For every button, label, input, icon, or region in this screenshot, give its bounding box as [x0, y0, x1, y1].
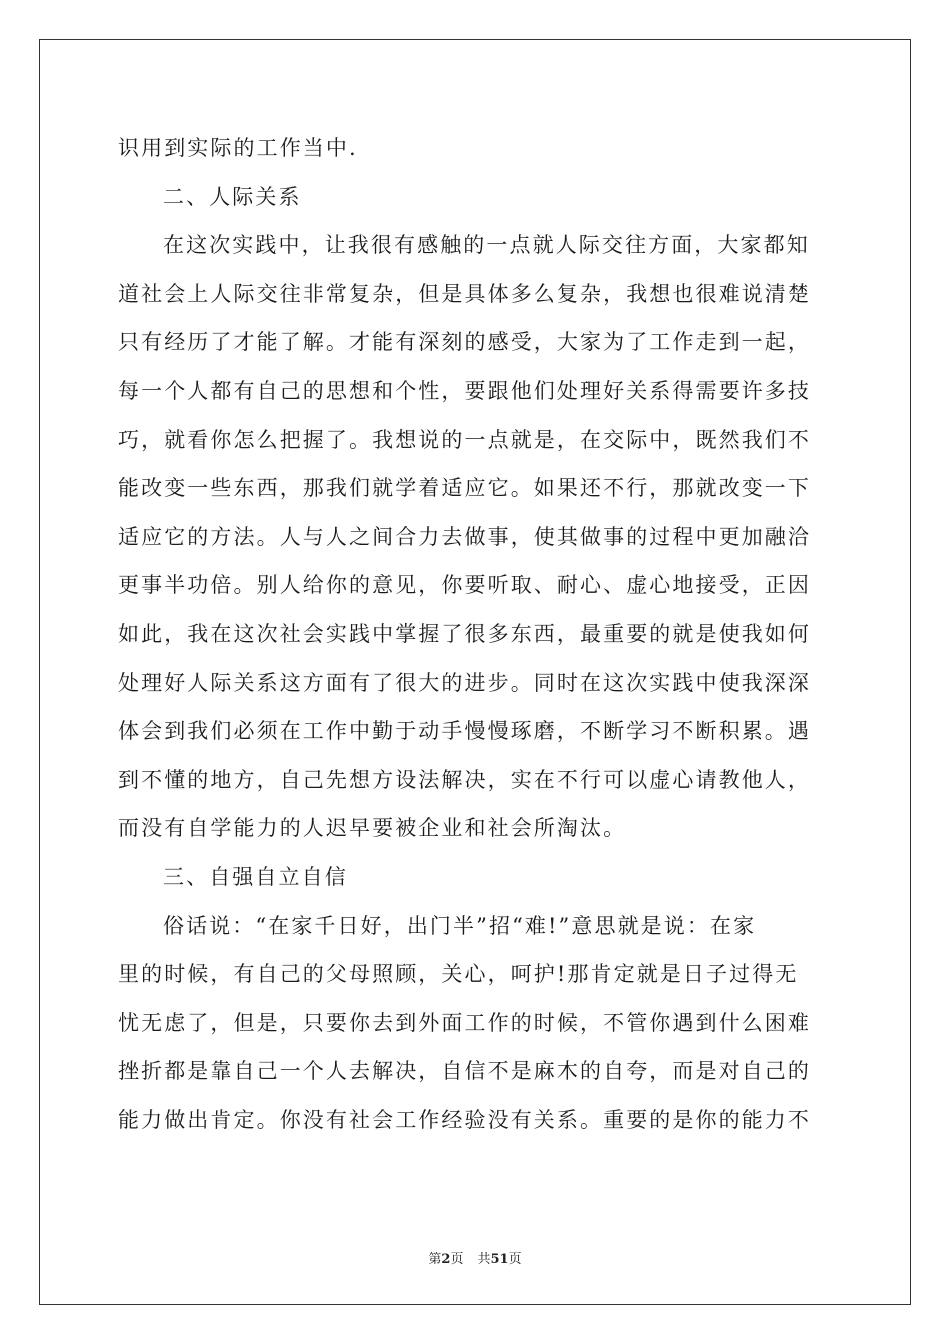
total-pages: 51 — [490, 1252, 509, 1267]
paragraph-line: 如此，我在这次社会实践中掌握了很多东西，最重要的就是使我如何 — [118, 621, 811, 646]
paragraph-line: 处理好人际关系这方面有了很大的进步。同时在这次实践中使我深深 — [118, 670, 811, 695]
paragraph-line: 道社会上人际交往非常复杂，但是具体多么复杂，我想也很难说清楚 — [118, 281, 811, 306]
paragraph-line: 能力做出肯定。你没有社会工作经验没有关系。重要的是你的能力不 — [118, 1107, 811, 1132]
total-prefix: 共 — [477, 1252, 491, 1267]
page-suffix: 页 — [450, 1252, 464, 1267]
paragraph-line: 到不懂的地方，自己先想方设法解决，实在不行可以虚心请教他人， — [118, 767, 811, 792]
paragraph-line: 而没有自学能力的人迟早要被企业和社会所淘汰。 — [118, 816, 627, 841]
page-footer — [0, 1248, 950, 1267]
section-heading: 二、人际关系 — [163, 184, 302, 209]
paragraph-line: 更事半功倍。别人给你的意见，你要听取、耐心、虚心地接受，正因 — [118, 573, 811, 598]
total-suffix: 页 — [508, 1252, 522, 1267]
section-heading: 三、自强自立自信 — [163, 864, 348, 889]
paragraph-line: 只有经历了才能了解。才能有深刻的感受，大家为了工作走到一起， — [118, 330, 811, 355]
paragraph-line: 挫折都是靠自己一个人去解决，自信不是麻木的自夸，而是对自己的 — [118, 1059, 811, 1084]
paragraph-line: 能改变一些东西，那我们就学着适应它。如果还不行，那就改变一下 — [118, 476, 811, 501]
paragraph-line: 巧，就看你怎么把握了。我想说的一点就是，在交际中，既然我们不 — [118, 427, 811, 452]
page-prefix: 第 — [428, 1252, 442, 1267]
paragraph-line: 每一个人都有自己的思想和个性，要跟他们处理好关系得需要许多技 — [118, 378, 811, 403]
paragraph-line: 适应它的方法。人与人之间合力去做事，使其做事的过程中更加融洽 — [118, 524, 811, 549]
paragraph-line: 识用到实际的工作当中. — [118, 136, 358, 160]
paragraph-line: 在这次实践中，让我很有感触的一点就人际交往方面，大家都知 — [163, 233, 810, 258]
paragraph-line: 忧无虑了，但是，只要你去到外面工作的时候，不管你遇到什么困难 — [118, 1010, 811, 1035]
paragraph-line: 里的时候，有自己的父母照顾，关心，呵护!那肯定就是日子过得无 — [118, 962, 799, 987]
paragraph-line: 体会到我们必须在工作中勤于动手慢慢琢磨，不断学习不断积累。遇 — [118, 719, 811, 744]
paragraph-line: 俗话说：“在家千日好，出门半”招“难!”意思就是说：在家 — [163, 913, 757, 938]
document-body — [118, 128, 834, 1148]
page-number: 2 — [441, 1252, 451, 1267]
